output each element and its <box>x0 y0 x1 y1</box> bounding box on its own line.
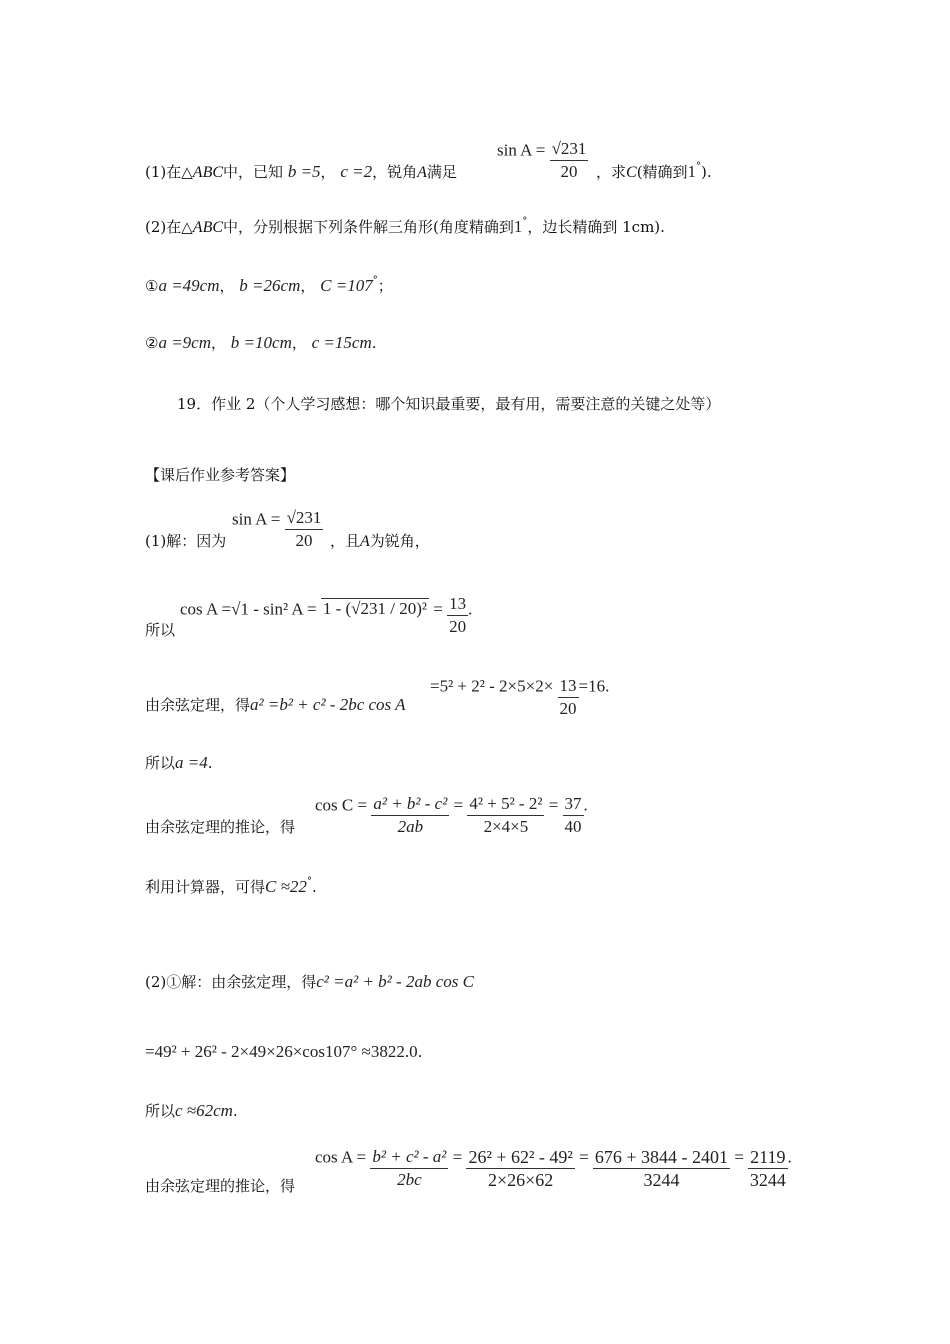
case-2: ②a =9cm， b =10cm， c =15cm. <box>145 333 377 352</box>
answers-title: 【课后作业参考答案】 <box>145 466 296 484</box>
q1-sin-formula: sin A = $\frac{√231}{20}$ <box>497 139 587 181</box>
question-2: (2)在△ABC中，分别根据下列条件解三角形(角度精确到1°，边长精确到 1cm). <box>145 216 665 236</box>
s2-line3: 所以c ≈62cm. <box>145 1101 238 1120</box>
question-1-suffix: ，求C(精确到1°). <box>596 161 712 181</box>
homework-prompt: 19．作业 2（个人学习感想：哪个知识最重要，最有用，需要注意的关键之处等） <box>177 395 721 413</box>
s1-line3-rhs: =5² + 2² - 2×5×2× $\frac{13}{20}$ =16. <box>430 676 610 718</box>
s2-line4: 由余弦定理的推论，得 <box>145 1177 296 1195</box>
s1-cosC-formula: cos C = $\frac{\text{a² + b² - c²}}{2ab}$ = $\frac{\text{4² + 5² - 2²}}{2\times 4\times 5}$ = $\frac{37}{40}$ . <box>315 794 588 836</box>
question-1: (1)在△ABC中，已知 b =5， c =2，锐角A满足 <box>145 162 457 181</box>
s2-line2: =49² + 26² - 2×49×26×cos107° ≈3822.0. <box>145 1042 423 1061</box>
s2-line1: (2)①解：由余弦定理，得c² =a² + b² - 2ab cos C <box>145 972 474 991</box>
s1-line5: 由余弦定理的推论，得 <box>145 818 296 836</box>
s1-sin-formula: sin A = $\frac{√231}{20}$ <box>232 508 322 550</box>
s1-line1: (1)解：因为 <box>145 532 227 550</box>
s1-line3: 由余弦定理，得a² =b² + c² - 2bc cos A <box>145 695 406 714</box>
s1-cos-formula: cos A =√1 - sin² A = 1 - (√231 / 20)² = $\frac{13}{20}$ . <box>180 594 473 636</box>
s1-line6: 利用计算器，可得C ≈22°. <box>145 876 317 896</box>
s1-line2: 所以 <box>145 621 176 639</box>
s1-line4: 所以a =4. <box>145 753 213 772</box>
s1-line1-suffix: ，且A为锐角， <box>330 532 430 550</box>
case-1: ①a =49cm， b =26cm， C =107°； <box>145 275 393 295</box>
s2-cosA-formula: cos A = $\frac{\text{b² + c² - a²}}{2bc}$ = $\frac{\text{26² + 62² - 49²}}{2\times 26\times 62}$ = $\frac{676 + 3844 - 2401}{3244}$ = $\frac{2119}{3244}$ . <box>315 1147 792 1190</box>
